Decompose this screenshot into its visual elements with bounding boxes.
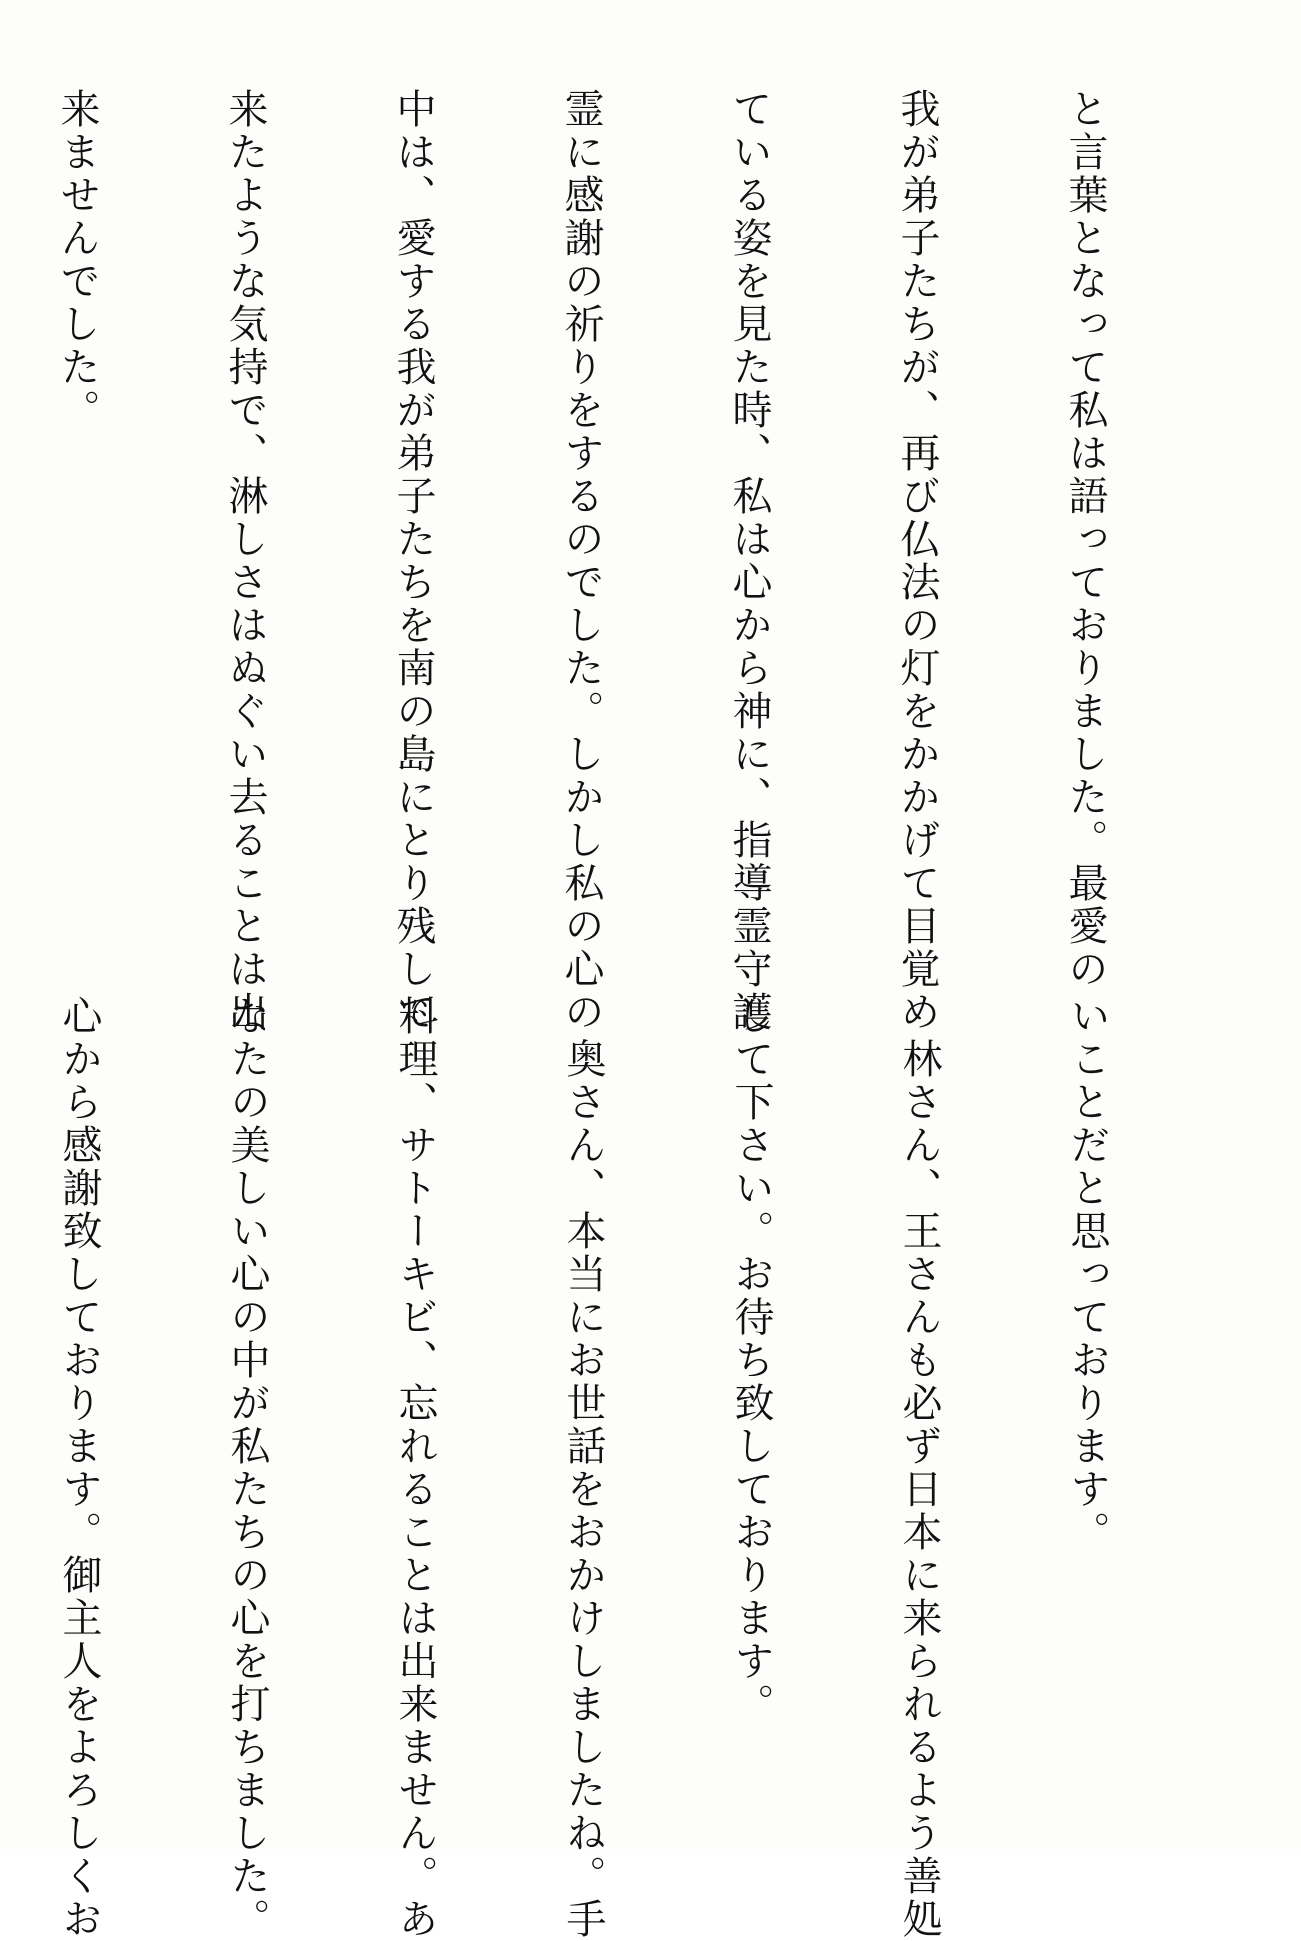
bottom-text-block [0,995,1227,1941]
text-line: いことだと思っております。 [1064,995,1110,1554]
text-line: と言葉となって私は語っておりました。最愛の [1062,88,1108,991]
text-line: 来たような気持で、淋しさはぬぐい去ることは出 [222,88,268,1034]
text-line: して下さい。お待ち致しております。 [728,995,774,1726]
text-line: 林さん、王さんも必ず日本に来られるよう善処 [896,995,942,1941]
top-text-block [0,88,1225,1034]
text-line: 我が弟子たちが、再び仏法の灯をかかげて目覚め [894,88,940,1034]
text-line: 来ませんでした。 [54,88,100,432]
text-line: 奥さん、本当にお世話をおかけしましたね。手 [560,995,606,1941]
text-line: なたの美しい心の中が私たちの心を打ちました。 [224,995,270,1941]
text-line: 霊に感謝の祈りをするのでした。しかし私の心の [558,88,604,1034]
text-line: 心から感謝致しております。御主人をよろしくお [56,995,102,1941]
text-line: 中は、愛する我が弟子たちを南の島にとり残して [390,88,436,1034]
text-line: ている姿を見た時、私は心から神に、指導霊守護 [726,88,772,1034]
text-line: 料理、サトーキビ、忘れることは出来ません。あ [392,995,438,1941]
